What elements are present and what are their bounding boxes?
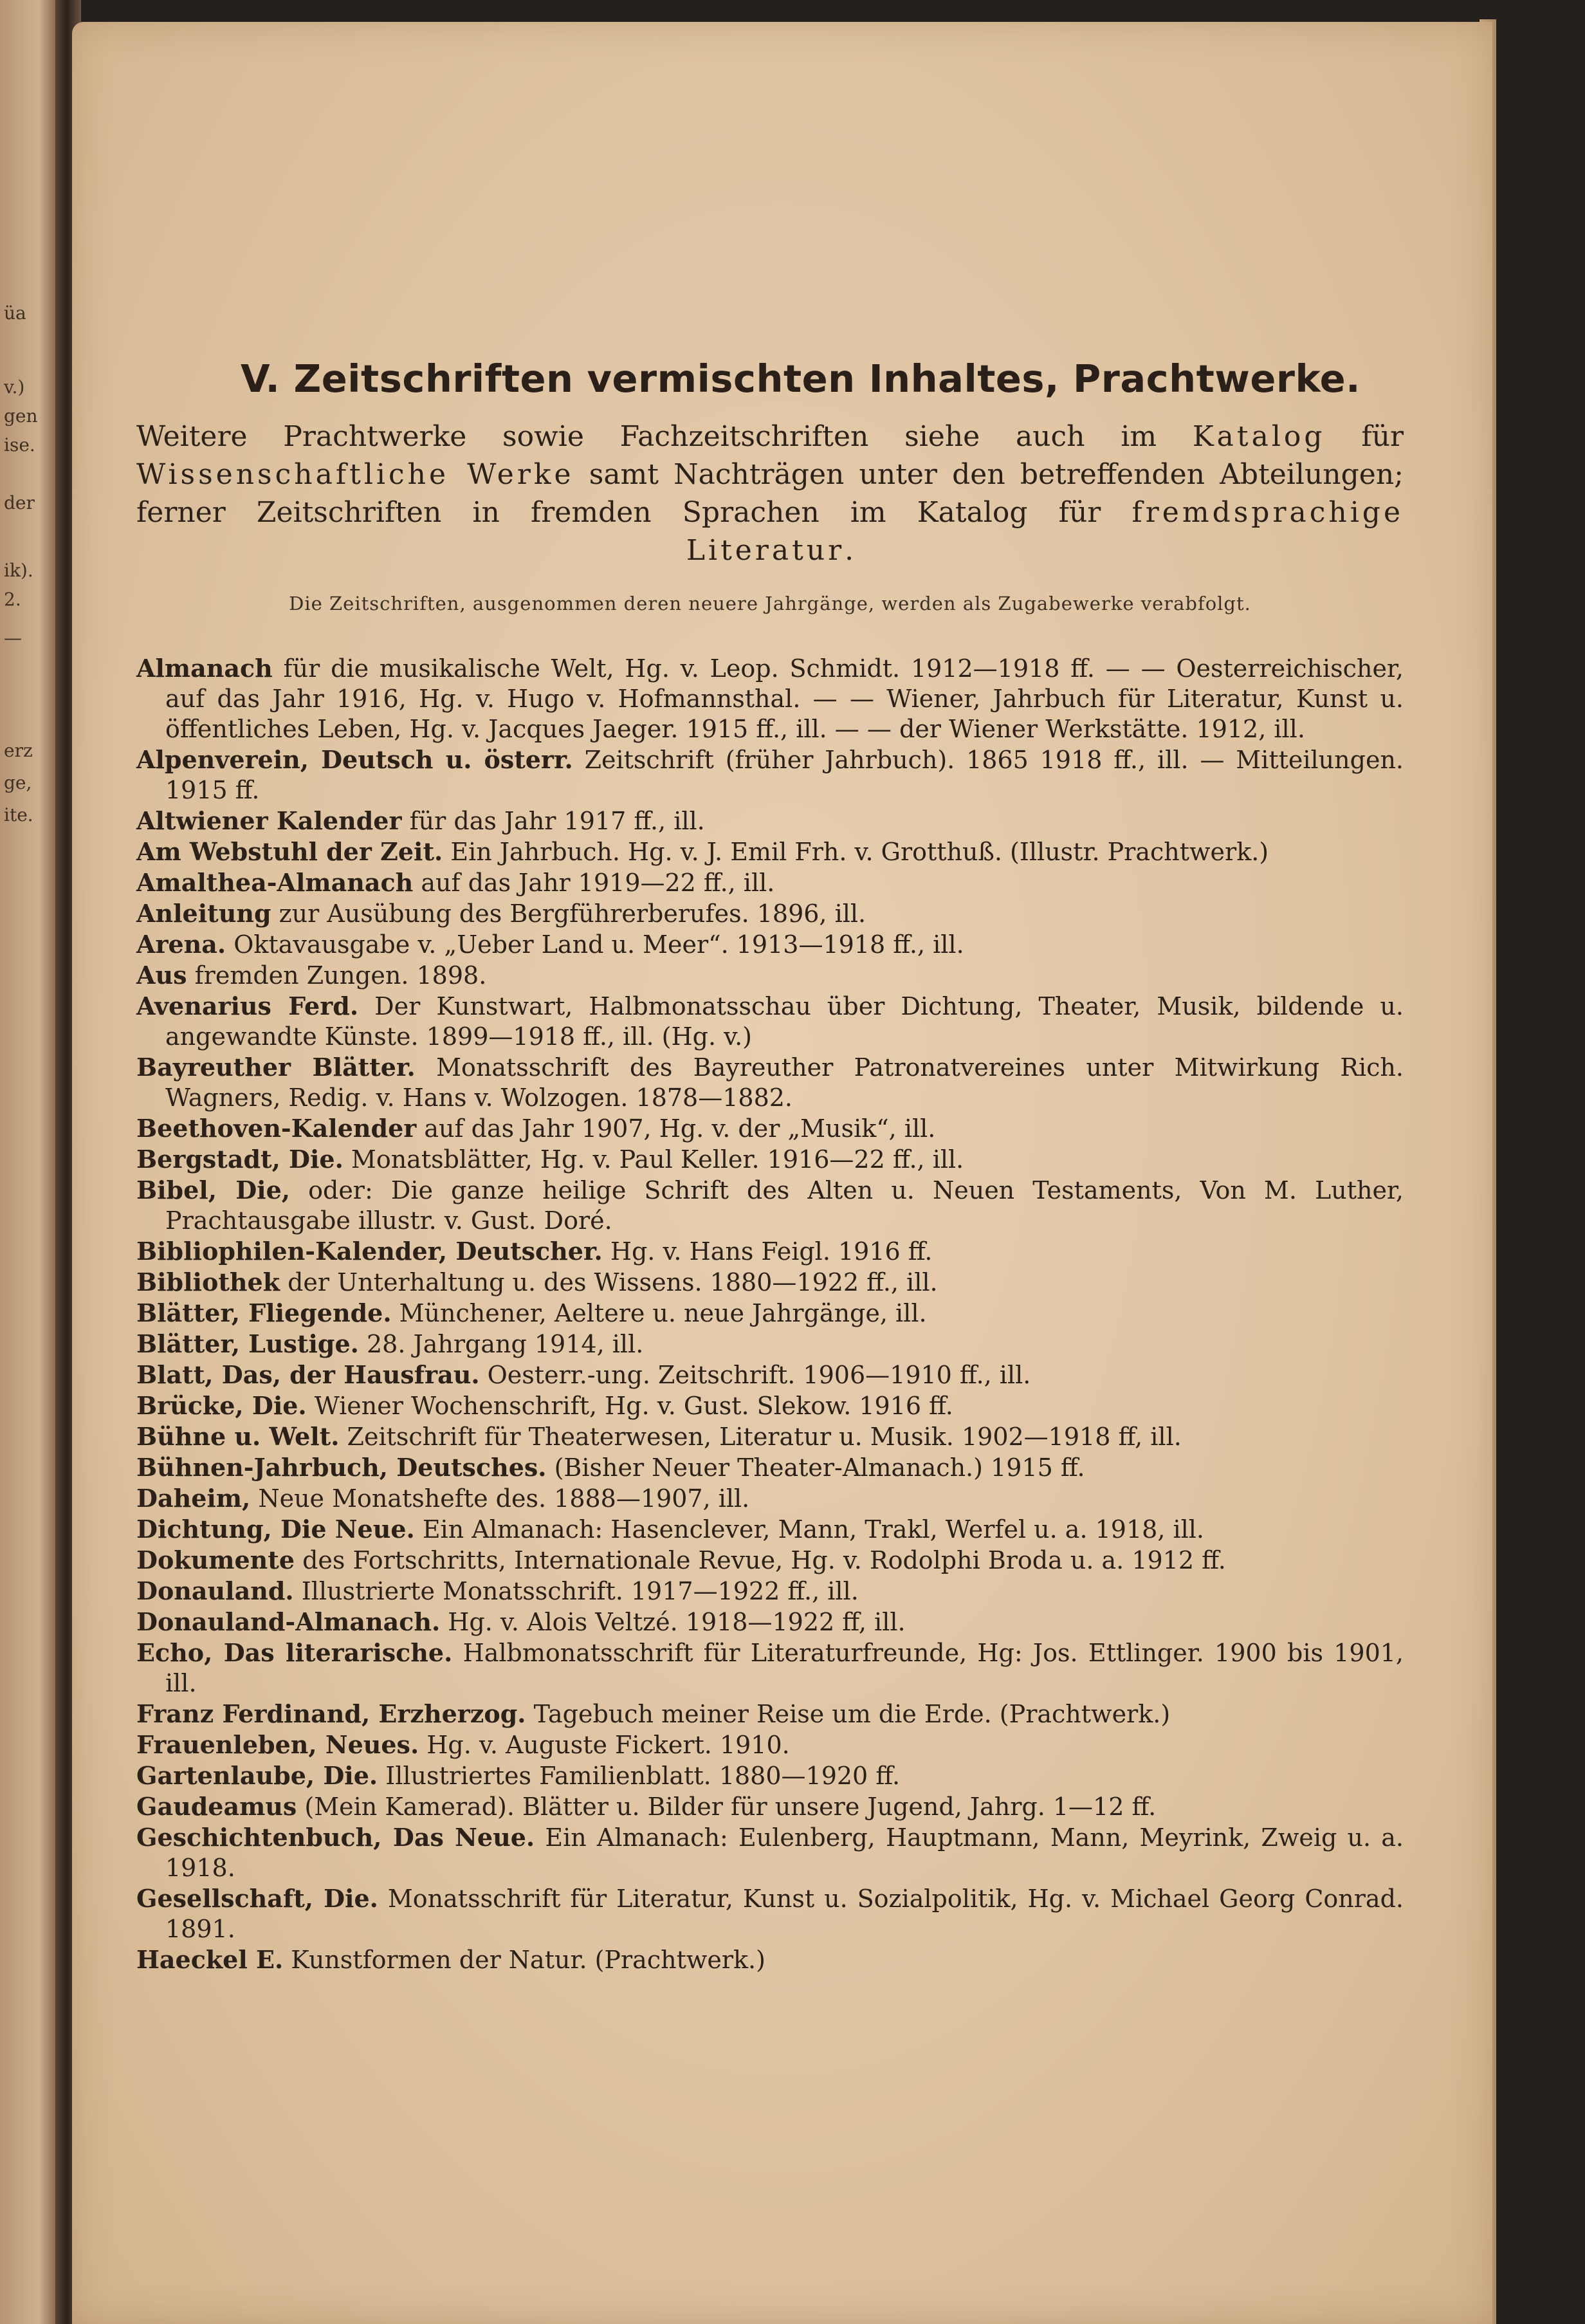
entry-text: Wiener Wochenschrift, Hg. v. Gust. Slekow. 1916 ff.: [306, 1392, 953, 1420]
catalog-entry: [136, 1607, 1404, 1637]
catalog-entry: [136, 1760, 1404, 1791]
entry-heading: Blätter, Fliegende.: [136, 1298, 392, 1327]
entry-heading: Avenarius Ferd.: [136, 991, 359, 1020]
entry-text: Ein Almanach: Hasenclever, Mann, Trakl, Werfel u. a. 1918, ill.: [414, 1515, 1205, 1544]
catalog-entry: [136, 1944, 1404, 1975]
entry-text: Hg. v. Alois Veltzé. 1918—1922 ff, ill.: [440, 1608, 906, 1636]
entry-heading: Am Webstuhl der Zeit.: [136, 837, 443, 866]
entry-heading: Alpenverein, Deutsch u. österr.: [136, 745, 573, 774]
catalog-entry: [136, 1390, 1404, 1421]
entry-heading: Bühnen-Jahrbuch, Deutsches.: [136, 1453, 547, 1482]
catalog-entries: [136, 653, 1404, 1975]
intro-spaced-text: Wissenschaftliche Werke: [136, 458, 574, 491]
entry-heading: Bühne u. Welt.: [136, 1422, 340, 1451]
entry-heading: Amalthea-Almanach: [136, 868, 414, 897]
entry-heading: Haeckel E.: [136, 1945, 284, 1974]
entry-text: zur Ausübung des Bergführerberufes. 1896, ill.: [271, 899, 866, 928]
entry-text: für das Jahr 1917 ff., ill.: [401, 807, 705, 835]
entry-text: Illustriertes Familienblatt. 1880—1920 ff.: [378, 1762, 901, 1790]
entry-heading: Almanach: [136, 654, 273, 683]
entry-text: 28. Jahrgang 1914, ill.: [358, 1330, 644, 1358]
catalog-entry: [136, 744, 1404, 806]
left-page-edge: [0, 0, 55, 2324]
catalog-entry: [136, 1452, 1404, 1483]
left-page-fragment: v.): [4, 376, 25, 398]
entry-heading: Dichtung, Die Neue.: [136, 1515, 415, 1544]
catalog-entry: [136, 1267, 1404, 1298]
entry-text: Oesterr.-ung. Zeitschrift. 1906—1910 ff., ill.: [479, 1361, 1031, 1389]
entry-text: Monatsschrift des Bayreuther Patronatvereines unter Mitwirkung Rich. Wagners, Redig. v. Hans v. Wolzogen. 1878—1882.: [165, 1053, 1404, 1112]
entry-heading: Geschichtenbuch, Das Neue.: [136, 1823, 535, 1852]
entry-heading: Dokumente: [136, 1545, 295, 1574]
catalog-entry: [136, 1637, 1404, 1699]
intro-text: Weitere Prachtwerke sowie Fachzeitschriften siehe auch im: [136, 420, 1193, 453]
entry-text: der Unterhaltung u. des Wissens. 1880—1922 ff., ill.: [280, 1268, 938, 1296]
entry-text: fremden Zungen. 1898.: [187, 961, 487, 990]
entry-text: Oktavausgabe v. „Ueber Land u. Meer“. 1913—1918 ff., ill.: [226, 930, 964, 959]
section-heading: V. Zeitschriften vermischten Inhaltes, Prachtwerke.: [241, 356, 1361, 401]
entry-heading: Bibliophilen-Kalender, Deutscher.: [136, 1237, 603, 1266]
entry-heading: Beethoven-Kalender: [136, 1114, 417, 1143]
entry-text: Zeitschrift (früher Jahrbuch). 1865 1918 ff., ill. — Mitteilungen. 1915 ff.: [165, 746, 1404, 804]
catalog-entry: [136, 960, 1404, 991]
entry-text: Zeitschrift für Theaterwesen, Literatur u. Musik. 1902—1918 ff, ill.: [339, 1423, 1182, 1451]
left-page-fragment: erz: [4, 740, 33, 761]
intro-text: .: [845, 534, 854, 567]
entry-heading: Donauland-Almanach.: [136, 1607, 441, 1636]
catalog-entry: [136, 1883, 1404, 1944]
catalog-entry: [136, 1729, 1404, 1760]
catalog-entry: [136, 653, 1404, 744]
intro-spaced-text: Katalog: [1192, 420, 1326, 453]
entry-text: (Bisher Neuer Theater-Almanach.) 1915 ff.: [546, 1453, 1085, 1482]
delivery-note: Die Zeitschriften, ausgenommen deren neuere Jahrgänge, werden als Zugabewerke verabfolgt.: [289, 593, 1251, 614]
left-page-fragment: der: [4, 492, 35, 513]
entry-text: Hg. v. Auguste Fickert. 1910.: [419, 1731, 790, 1759]
catalog-entry: [136, 1175, 1404, 1236]
catalog-entry: [136, 1421, 1404, 1452]
left-page-fragment: 2.: [4, 589, 21, 610]
entry-text: Ein Almanach: Eulenberg, Hauptmann, Mann, Meyrink, Zweig u. a. 1918.: [165, 1823, 1404, 1882]
entry-text: Monatsschrift für Literatur, Kunst u. Sozialpolitik, Hg. v. Michael Georg Conrad. 1891.: [165, 1885, 1404, 1943]
catalog-entry: [136, 1576, 1404, 1607]
catalog-entry: [136, 1236, 1404, 1267]
left-page-fragment: ise.: [4, 434, 35, 456]
entry-heading: Echo, Das literarische.: [136, 1638, 453, 1667]
catalog-entry: [136, 806, 1404, 836]
catalog-entry: [136, 1144, 1404, 1175]
entry-heading: Arena.: [136, 930, 226, 959]
intro-text: für: [1325, 420, 1404, 453]
entry-text: für die musikalische Welt, Hg. v. Leop. Schmidt. 1912—1918 ff. — — Oesterreichischer, auf das Jahr 1916, Hg. v. Hugo v. Hofmannsthal. — — Wiener, Jahrbuch für Literatur, Kunst u. öffentliches Leben, Hg. v. Jacques Jaeger. 1915 ff., ill. — — der Wiener Werkstätte. 1912, ill.: [165, 654, 1404, 743]
entry-heading: Bayreuther Blätter.: [136, 1053, 416, 1082]
left-page-fragment: ik).: [4, 560, 33, 581]
entry-text: des Fortschritts, Internationale Revue, Hg. v. Rodolphi Broda u. a. 1912 ff.: [295, 1546, 1226, 1574]
entry-heading: Bibliothek: [136, 1268, 280, 1296]
entry-heading: Bergstadt, Die.: [136, 1145, 344, 1174]
entry-text: Neue Monatshefte des. 1888—1907, ill.: [250, 1484, 750, 1513]
entry-heading: Bibel, Die,: [136, 1176, 291, 1204]
catalog-entry: [136, 1545, 1404, 1576]
entry-text: Der Kunstwart, Halbmonatsschau über Dichtung, Theater, Musik, bildende u. angewandte Künste. 1899—1918 ff., ill. (Hg. v.): [165, 992, 1404, 1051]
left-page-fragment: —: [4, 627, 22, 649]
catalog-entry: [136, 991, 1404, 1052]
entry-text: oder: Die ganze heilige Schrift des Alten u. Neuen Testaments, Von M. Luther, Prachtausgabe illustr. v. Gust. Doré.: [165, 1176, 1404, 1235]
entry-text: auf das Jahr 1919—22 ff., ill.: [413, 869, 775, 897]
catalog-entry: [136, 867, 1404, 898]
catalog-entry: [136, 1329, 1404, 1360]
left-page-fragment: gen: [4, 405, 38, 427]
entry-text: Ein Jahrbuch. Hg. v. J. Emil Frh. v. Grotthuß. (Illustr. Prachtwerk.): [443, 838, 1269, 866]
entry-text: Hg. v. Hans Feigl. 1916 ff.: [602, 1237, 933, 1266]
entry-text: Halbmonatsschrift für Literaturfreunde, Hg: Jos. Ettlinger. 1900 bis 1901, ill.: [165, 1639, 1404, 1697]
left-page-fragment: ge,: [4, 772, 32, 793]
catalog-entry: [136, 1052, 1404, 1113]
entry-heading: Gesellschaft, Die.: [136, 1884, 378, 1913]
intro-text: samt Nachträgen unter den betreffenden Abteilungen; ferner Zeitschriften in fremden Sprachen im Katalog für: [136, 458, 1404, 529]
entry-heading: Blätter, Lustige.: [136, 1329, 359, 1358]
catalog-entry: [136, 1483, 1404, 1514]
catalog-entry: [136, 1298, 1404, 1329]
entry-heading: Gartenlaube, Die.: [136, 1761, 378, 1790]
entry-text: Münchener, Aeltere u. neue Jahrgänge, ill.: [391, 1299, 927, 1327]
catalog-entry: [136, 1113, 1404, 1144]
catalog-page: [72, 22, 1492, 2324]
catalog-entry: [136, 1514, 1404, 1545]
catalog-entry: [136, 1360, 1404, 1390]
left-page-fragment: üa: [4, 302, 26, 324]
page-content: [136, 356, 1404, 1975]
catalog-entry: [136, 929, 1404, 960]
left-page-fragment: ite.: [4, 804, 33, 825]
entry-text: auf das Jahr 1907, Hg. v. der „Musik“, ill.: [416, 1114, 936, 1143]
entry-heading: Donauland.: [136, 1576, 294, 1605]
entry-text: Illustrierte Monatsschrift. 1917—1922 ff., ill.: [293, 1577, 859, 1605]
entry-heading: Franz Ferdinand, Erzherzog.: [136, 1699, 526, 1728]
catalog-entry: [136, 1822, 1404, 1883]
entry-text: Kunstformen der Natur. (Prachtwerk.): [283, 1946, 765, 1974]
entry-heading: Altwiener Kalender: [136, 806, 402, 835]
catalog-entry: [136, 1791, 1404, 1822]
entry-text: Monatsblätter, Hg. v. Paul Keller. 1916—22 ff., ill.: [343, 1145, 964, 1174]
entry-heading: Daheim,: [136, 1484, 251, 1513]
catalog-entry: [136, 898, 1404, 929]
catalog-entry: [136, 1699, 1404, 1729]
intro-spaced-text: fremdsprachige Literatur: [686, 496, 1404, 567]
entry-text: Tagebuch meiner Reise um die Erde. (Prachtwerk.): [526, 1700, 1171, 1728]
intro-paragraph: [136, 418, 1404, 569]
entry-heading: Blatt, Das, der Hausfrau.: [136, 1360, 480, 1389]
entry-heading: Anleitung: [136, 899, 271, 928]
entry-heading: Frauenleben, Neues.: [136, 1730, 419, 1759]
entry-text: (Mein Kamerad). Blätter u. Bilder für unsere Jugend, Jahrg. 1—12 ff.: [297, 1793, 1157, 1821]
entry-heading: Gaudeamus: [136, 1792, 297, 1821]
catalog-entry: [136, 836, 1404, 867]
entry-heading: Aus: [136, 961, 187, 990]
entry-heading: Brücke, Die.: [136, 1391, 307, 1420]
